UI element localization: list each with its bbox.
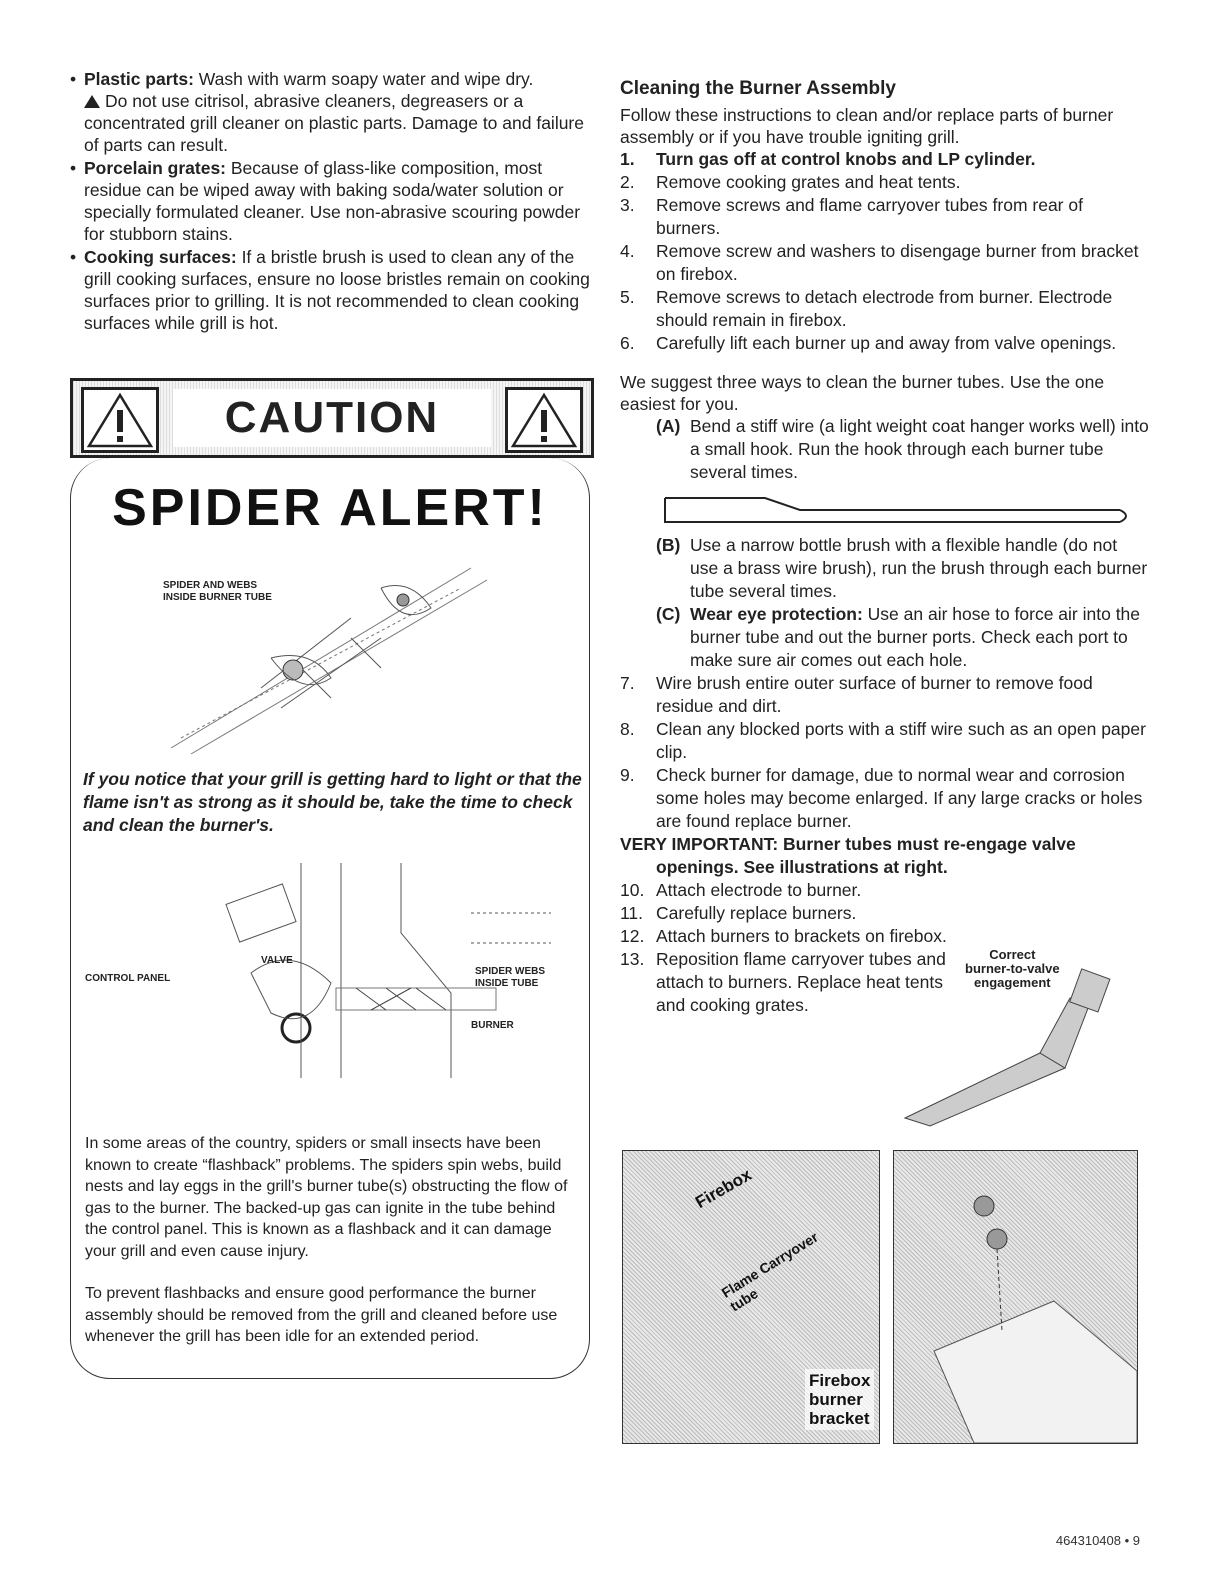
intro-paragraph: Follow these instructions to clean and/or replace parts of burner assembly or if you have trouble igniting grill. (620, 105, 1114, 147)
step-2: 2. Remove cooking grates and heat tents. (620, 172, 961, 192)
bullet-label: Cooking surfaces: (84, 247, 237, 267)
step-12: 12. Attach burners to brackets on firebox. (620, 926, 947, 946)
prevention-paragraph: To prevent flashbacks and ensure good performance the burner assembly should be removed from the grill and cleaned before use whenever the grill has been idle for an extended period. (85, 1285, 558, 1345)
warning-triangle-icon (81, 387, 159, 453)
page-number: 464310408 • 9 (1055, 1533, 1140, 1548)
section-heading: Cleaning the Burner Assembly (620, 78, 896, 99)
wire-hook-icon (660, 486, 1130, 526)
bullet-label: Porcelain grates: (84, 158, 226, 178)
left-column (70, 68, 590, 335)
step-8: 8. Clean any blocked ports with a stiff wire such as an open paper clip. (620, 719, 1146, 762)
bullet-plastic-parts: • Plastic parts: Wash with warm soapy water and wipe dry. Do not use citrisol, abrasive cleaners, degreasers or a concentrated grill cleaner on plastic parts. Damage to and failure of parts can result. (70, 68, 590, 156)
spider-alert-box (70, 458, 590, 1379)
step-10: 10. Attach electrode to burner. (620, 880, 862, 900)
warning-text: Do not use citrisol, abrasive cleaners, degreasers or a concentrated grill cleaner on plastic parts. Damage to and failure of parts can result. (84, 91, 584, 155)
step-6: 6. Carefully lift each burner up and away from valve openings. (620, 333, 1117, 353)
burner-valve-engagement-illustration (900, 958, 1160, 1128)
caution-banner (70, 378, 594, 458)
warning-triangle-icon (84, 95, 100, 108)
step-1: 1. Turn gas off at control knobs and LP cylinder. (620, 149, 1036, 169)
label-control-panel: CONTROL PANEL (85, 973, 171, 984)
warning-text-block (84, 90, 590, 156)
label-spider-webs: SPIDER WEBS INSIDE TUBE (475, 966, 546, 989)
bullet-text: Wash with warm soapy water and wipe dry. (198, 69, 534, 89)
flame-tube-label: Flame Carryover tube (718, 1228, 821, 1315)
correct-engagement-label: Correct burner-to-valve engagement (965, 947, 1060, 990)
method-b: (B) Use a narrow bottle brush with a flexible handle (do not use a brass wire brush), run the brush through each burner tube several times. (656, 535, 1148, 601)
label-valve: VALVE (261, 955, 293, 966)
very-important-note: VERY IMPORTANT: Burner tubes must re-engage valve openings. See illustrations at right. (620, 834, 1076, 877)
step-3: 3. Remove screws and flame carryover tubes from rear of burners. (620, 195, 1083, 238)
step-11: 11. Carefully replace burners. (620, 903, 857, 923)
method-a: (A) Bend a stiff wire (a light weight coat hanger works well) into a small hook. Run the hook through each burner tube several times. (656, 416, 1149, 482)
right-column (620, 78, 1150, 1017)
method-c: (C) Wear eye protection: Use an air hose to force air into the burner tube and out the burner ports. Check each port to make sure air comes out each hole. (656, 604, 1141, 670)
step-5: 5. Remove screws to detach electrode from burner. Electrode should remain in firebox. (620, 287, 1113, 330)
flashback-paragraph: In some areas of the country, spiders or small insects have been known to create “flashback” problems. The spiders spin webs, build nests and lay eggs in the grill's burner tube(s) obstructing the flow of gas to the burner. The backed-up gas can ignite in the tube behind the control panel. This is known as a flashback and it can damage your grill and even cause injury. (85, 1135, 568, 1260)
bracket-screws-photo (893, 1150, 1138, 1444)
burner-tube-spider-illustration (151, 558, 491, 758)
bullet-text: If a bristle brush is used to clean any of the grill cooking surfaces, ensure no loose bristles remain on cooking surfaces prior to grilling. It is not recommended to clean cooking surfaces while grill is hot. (84, 247, 590, 333)
bullet-cooking-surfaces: • Cooking surfaces: If a bristle brush is used to clean any of the grill cooking surfaces, ensure no loose bristles remain on cooking surfaces prior to grilling. It is not recommended to clean cooking surfaces while grill is hot. (70, 247, 590, 333)
bullet-label: Plastic parts: (84, 69, 194, 89)
step-9: 9. Check burner for damage, due to normal wear and corrosion some holes may become enlarged. If any large cracks or holes are found replace burner. (620, 765, 1143, 831)
spider-note: If you notice that your grill is getting hard to light or that the flame isn't as strong as it should be, take the time to check and clean the burner's. (83, 769, 582, 835)
bullet-text: Because of glass-like composition, most residue can be wiped away with baking soda/water solution or specially formulated cleaner. Use non-abrasive scouring powder for stubborn stains. (84, 158, 581, 244)
step-7: 7. Wire brush entire outer surface of burner to remove food residue and dirt. (620, 673, 1093, 716)
label-burner: BURNER (471, 1020, 514, 1031)
caution-heading: CAUTION (173, 389, 491, 447)
bracket-label: Firebox burner bracket (805, 1369, 874, 1430)
firebox-photo (622, 1150, 880, 1444)
bullet-porcelain-grates: • Porcelain grates: Because of glass-like composition, most residue can be wiped away with baking soda/water solution or specially formulated cleaner. Use non-abrasive scouring powder for stubborn stains. (70, 158, 581, 244)
step-13: 13. Reposition flame carryover tubes and attach to burners. Replace heat tents and cooking grates. (620, 949, 946, 1015)
burner-bracket-icon (894, 1151, 1137, 1443)
figure1-label: SPIDER AND WEBS INSIDE BURNER TUBE (163, 580, 272, 603)
step-4: 4. Remove screw and washers to disengage burner from bracket on firebox. (620, 241, 1139, 284)
firebox-label: Firebox (692, 1164, 755, 1213)
suggest-paragraph: We suggest three ways to clean the burner tubes. Use the one easiest for you. (620, 372, 1105, 414)
warning-triangle-icon (505, 387, 583, 453)
spider-alert-title: SPIDER ALERT! (112, 479, 548, 537)
